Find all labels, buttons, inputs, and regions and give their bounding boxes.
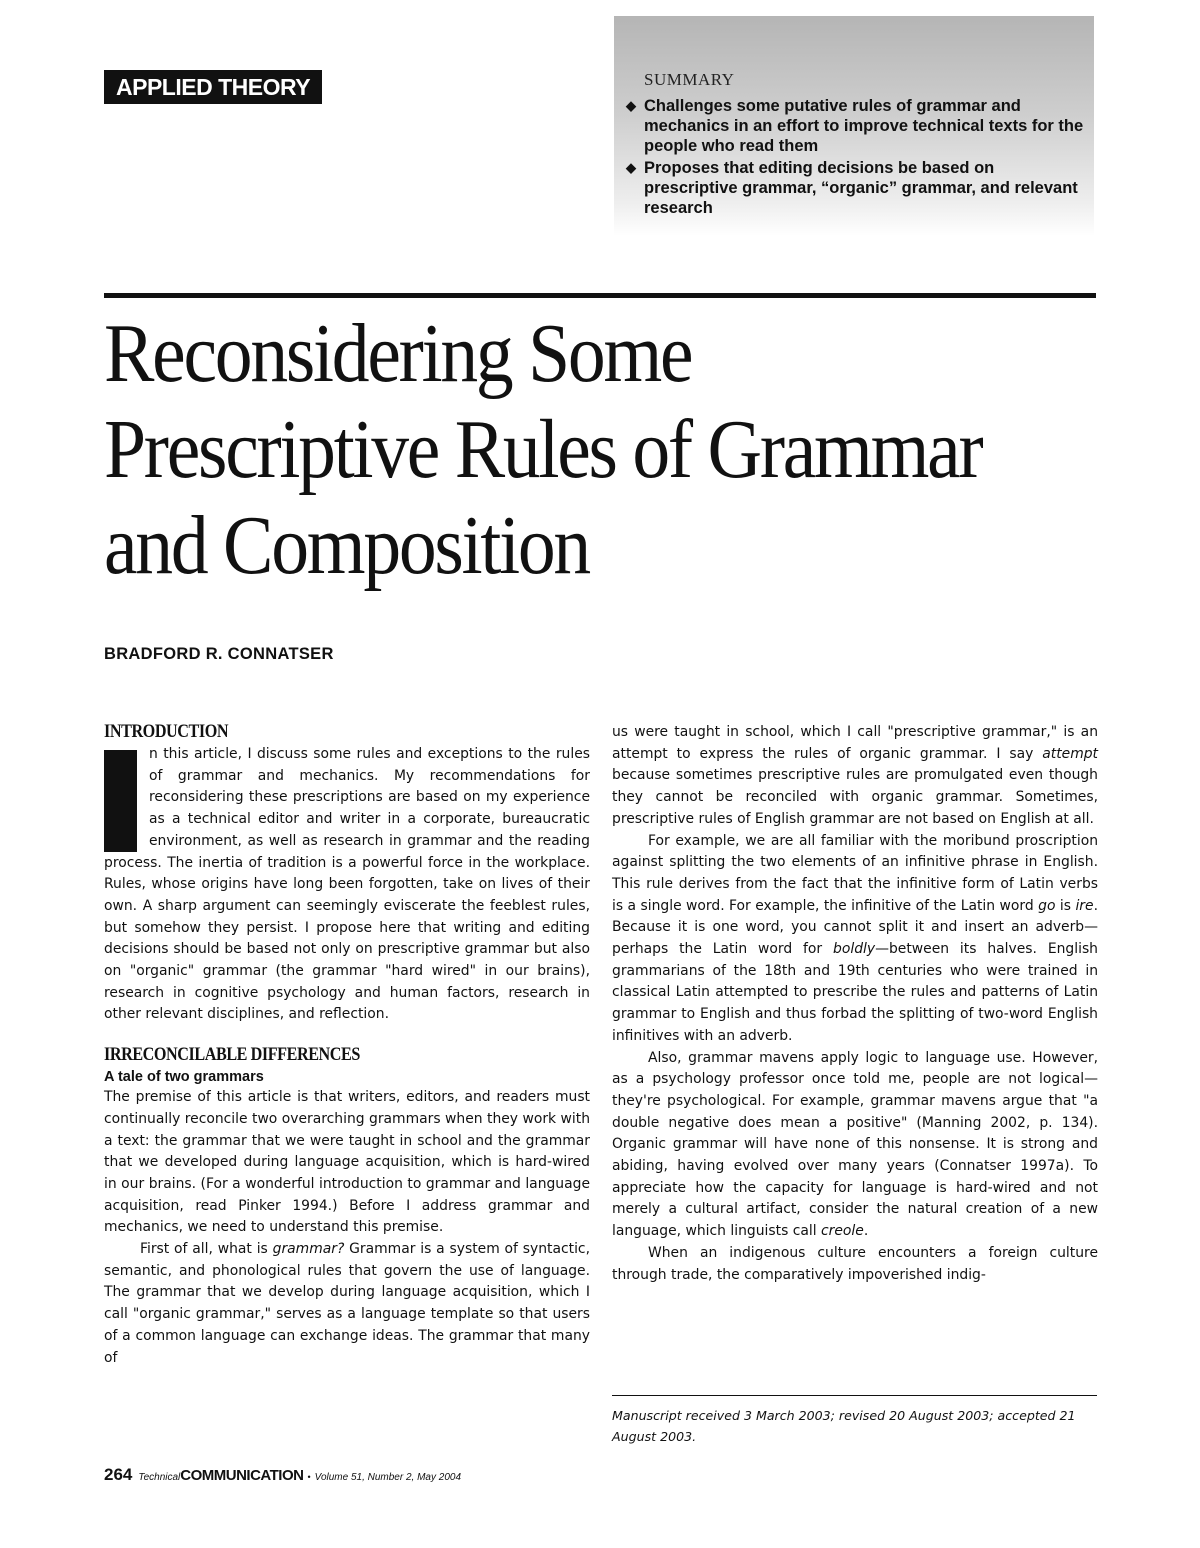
- page-number: 264: [104, 1465, 133, 1484]
- body-paragraph: [612, 722, 1098, 831]
- emphasis-text: go: [1038, 897, 1056, 914]
- text-run: because sometimes prescriptive rules are promulgated even though they cannot be reconciled with organic grammar. Sometimes, prescriptive rules of English grammar are not based on English at all.: [612, 767, 1098, 827]
- title-rule: [104, 293, 1096, 298]
- text-run: Grammar is a system of syntactic, semantic, and phonological rules that govern the use of language. The grammar that we develop during language acquisition, which I call "organic grammar," serves as a language template so that users of a common language can exchange ideas. The grammar that many of: [104, 1241, 590, 1366]
- intro-text: n this article, I discuss some rules and exceptions to the rules of grammar and mechanics. My recommendations for reconsidering these prescriptions are based on my experience as a technical editor and writer in a corporate, bureaucratic environment, as well as research in grammar and the reading process. The inertia of tradition is a powerful force in the workplace. Rules, whose origins have long been forgotten, take on lives of their own. A sharp argument can seemingly eviscerate the feeblest rules, but somehow they persist. I propose here that writing and editing decisions should be based not only on prescriptive grammar but also on "organic" grammar (the grammar "hard wired" in our brains), research in cognitive psychology and human factors, research in other relevant disciplines, and reflection.: [104, 746, 590, 1023]
- emphasis-text: boldly: [833, 941, 876, 958]
- summary-item-text: Challenges some putative rules of grammar and mechanics in an effort to improve technical texts for the people who read them: [644, 97, 1084, 155]
- text-run: is: [1055, 897, 1076, 914]
- body-paragraph: The premise of this article is that writers, editors, and readers must continually reconcile two overarching grammars when they work with a text: the grammar that we were taught in school and the grammar that we developed during language acquisition, which is hard-wired in our brains. (For a wonderful introduction to grammar and language acquisition, read Pinker 1994.) Before I address grammar and mechanics, we need to understand this premise.: [104, 1089, 590, 1236]
- diamond-bullet-icon: ◆: [626, 98, 636, 113]
- text-run: For example, we are all familiar with the moribund proscription against splitting the two elements of an infinitive phrase in English. This rule derives from the fact that the infinitive form of Latin verbs is a single word. For example, the infinitive of the Latin word: [612, 832, 1098, 914]
- summary-box: [614, 16, 1094, 236]
- intro-paragraph: [104, 744, 590, 1026]
- summary-list: [624, 96, 1086, 220]
- body-paragraph: [104, 1239, 590, 1369]
- section-tag: APPLIED THEORY: [104, 70, 322, 104]
- body-paragraph: When an indigenous culture encounters a foreign culture through trade, the comparatively impoverished indig-: [612, 1244, 1098, 1283]
- journal-prefix: Technical: [138, 1472, 181, 1483]
- emphasis-text: grammar?: [272, 1241, 345, 1258]
- drop-cap: I: [104, 750, 137, 852]
- journal-name: COMMUNICATION: [180, 1467, 304, 1484]
- section-heading-irreconcilable-differences: IRRECONCILABLE DIFFERENCES: [104, 1044, 360, 1066]
- text-run: us were taught in school, which I call "prescriptive grammar," is an attempt to express the rules of organic grammar. I say: [612, 724, 1098, 762]
- text-run: —between its halves. English grammarians of the 18th and 19th centuries who were trained in classical Latin attempted to prescribe the rules and patterns of Latin grammar to English and thus forbad the splitting of two-word English infinitives with an adverb.: [612, 941, 1098, 1044]
- footnote-rule: [612, 1395, 1097, 1396]
- summary-heading: SUMMARY: [644, 70, 735, 89]
- right-column: [612, 722, 1098, 1286]
- summary-item: [624, 96, 1086, 156]
- emphasis-text: attempt: [1042, 745, 1098, 762]
- issue-info: Volume 51, Number 2, May 2004: [314, 1472, 462, 1483]
- text-run: First of all, what is: [140, 1241, 273, 1258]
- summary-item-text: Proposes that editing decisions be based on prescriptive grammar, “organic” grammar, and relevant research: [644, 159, 1078, 217]
- diamond-bullet-icon: ◆: [626, 160, 636, 175]
- summary-item: [624, 158, 1086, 218]
- text-run: .: [863, 1223, 869, 1240]
- body-paragraph: [612, 1048, 1098, 1243]
- text-run: Also, grammar mavens apply logic to language use. However, as a psychology professor once told me, people are not logical—they're psychological. For example, grammar mavens argue that "a double negative does mean a positive" (Manning 2002, p. 134). Organic grammar will have none of this nonsense. It is strong and abiding, having evolved over many years (Connatser 1997a). To appreciate how the capacity for language is hard-wired and not merely a cultural artifact, consider the natural creation of a new language, which linguists call: [612, 1049, 1098, 1240]
- author-name: BRADFORD R. CONNATSER: [104, 645, 334, 663]
- footer-separator: •: [307, 1472, 311, 1482]
- subheading-tale-of-two-grammars: A tale of two grammars: [104, 1069, 264, 1086]
- manuscript-footnote: Manuscript received 3 March 2003; revised 20 August 2003; accepted 21 August 2003.: [612, 1408, 1076, 1444]
- section-heading-introduction: INTRODUCTION: [104, 721, 229, 742]
- left-column: [104, 720, 590, 1369]
- article-title: Reconsidering Some Prescriptive Rules of Grammar and Composition: [104, 307, 982, 592]
- emphasis-text: ire: [1075, 897, 1094, 914]
- text-run: . Because it is one word, you cannot split it and insert an adverb—perhaps the Latin word for: [612, 897, 1098, 958]
- emphasis-text: creole: [821, 1223, 864, 1240]
- page-footer: [104, 1465, 461, 1485]
- body-paragraph: [612, 831, 1098, 1048]
